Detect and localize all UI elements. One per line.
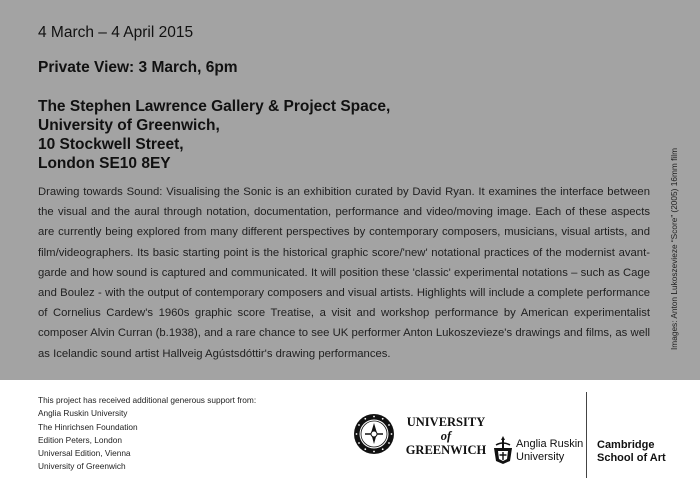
image-credit: Images: Anton Lukoszevieze “Score” (2005) 16mm film <box>669 148 679 350</box>
cambridge-school-of-art-wordmark <box>597 439 666 465</box>
greenwich-wordmark <box>398 415 494 457</box>
venue-line: The Stephen Lawrence Gallery & Project Space, <box>38 98 391 115</box>
venue-line: University of Greenwich, <box>38 117 220 134</box>
sponsor-item: Universal Edition, Vienna <box>38 448 131 459</box>
csa-line2: School of Art <box>597 452 666 464</box>
anglia-ruskin-crest-icon <box>491 435 515 465</box>
sponsor-item: Anglia Ruskin University <box>38 408 128 419</box>
greenwich-line2: of <box>440 429 452 443</box>
support-intro: This project has received additional generous support from: <box>38 395 257 405</box>
private-view: Private View: 3 March, 6pm <box>38 59 238 76</box>
aru-line1: Anglia Ruskin <box>516 438 584 450</box>
venue-address <box>38 97 390 173</box>
sponsor-item: The Hinrichsen Foundation <box>38 421 138 432</box>
venue-line: London SE10 8EY <box>38 155 171 172</box>
csa-line1: Cambridge <box>597 439 655 451</box>
aru-line2: University <box>516 450 565 463</box>
sponsor-item: University of Greenwich <box>38 461 126 472</box>
greenwich-line1: UNIVERSITY <box>406 415 486 429</box>
greenwich-crest-icon <box>353 413 395 455</box>
greenwich-line3: GREENWICH <box>405 443 487 457</box>
exhibition-description: Drawing towards Sound: Visualising the Sonic is an exhibition curated by David Ryan. It examines the interface between the visual and the aural through notation, documentation, performance and video/moving image. Each of these aspects are currently being explored from many different perspectives by contemporary composers, musicians, visual artists, and film/videographers. Its basic starting point is the historical graphic score/'new' notational practices of the modernist avant-garde and how sound is captured and communicated. It will position these 'classic' experimental notations – such as Cage and Boulez - with the output of contemporary composers and visual artists. Highlights will include a complete performance of Cornelius Cardew's 1960s graphic score Treatise, a visit and workshop performance by American experimentalist composer Alvin Curran (b.1938), and a rare chance to see UK performer Anton Lukoszevieze's drawings and films, as well as Icelandic sound artist Hallveig Agústsdóttir's drawing performances. <box>38 186 650 360</box>
sponsor-item: Edition Peters, London <box>38 434 122 445</box>
anglia-ruskin-wordmark <box>516 438 583 463</box>
exhibition-dates: 4 March – 4 April 2015 <box>38 24 194 41</box>
support-list <box>38 394 256 474</box>
venue-line: 10 Stockwell Street, <box>38 136 184 153</box>
logo-divider <box>586 392 587 478</box>
